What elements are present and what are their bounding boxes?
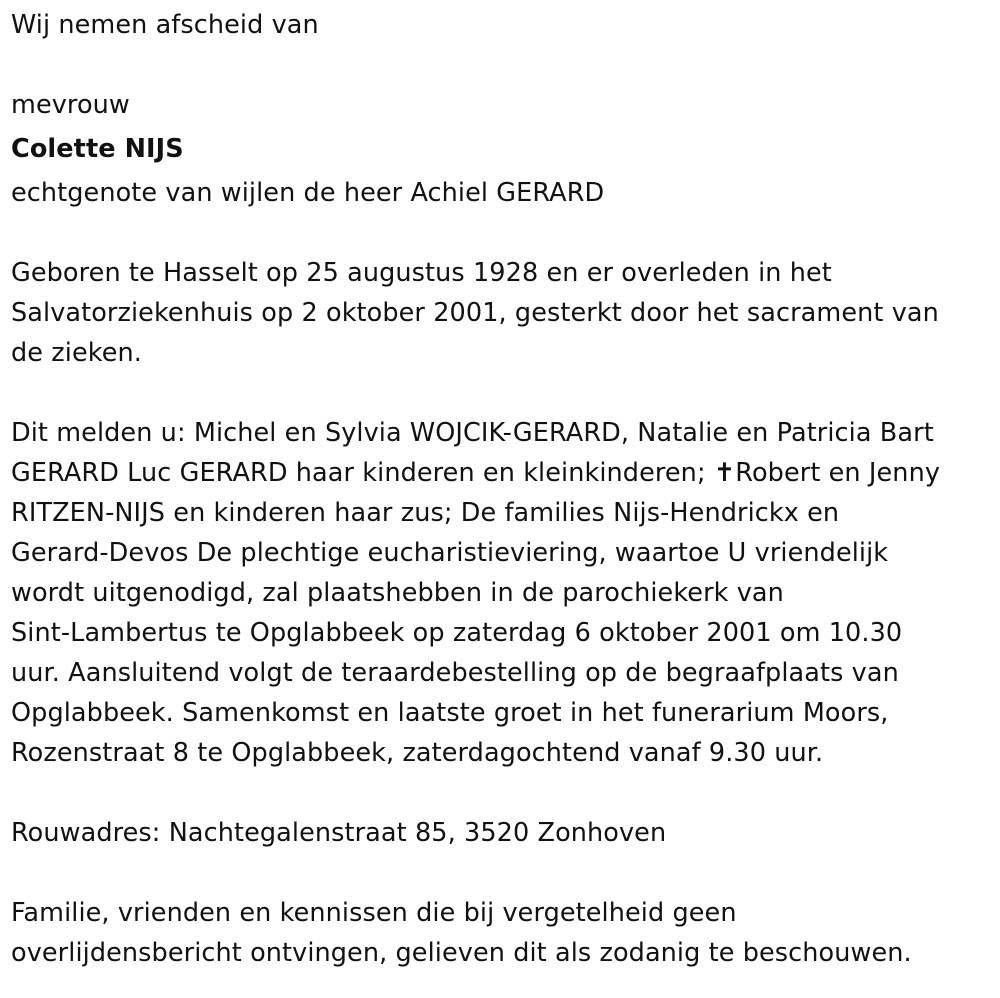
- birth-death-paragraph: [11, 253, 986, 373]
- spacer: [11, 853, 986, 893]
- paragraph-line: Dit melden u: Michel en Sylvia WOJCIK-GERARD, Natalie en Patricia Bart: [11, 418, 934, 448]
- paragraph-line: GERARD Luc GERARD haar kinderen en kleinkinderen; ✝Robert en Jenny: [11, 458, 941, 488]
- paragraph-line: de zieken.: [11, 338, 142, 368]
- spouse-line: echtgenote van wijlen de heer Achiel GERARD: [11, 178, 605, 208]
- deceased-name: Colette NIJS: [11, 134, 184, 164]
- paragraph-line: Salvatorziekenhuis op 2 oktober 2001, gesterkt door het sacrament van: [11, 298, 939, 328]
- title-prefix: mevrouw: [11, 90, 130, 120]
- paragraph-line: uur. Aansluitend volgt de teraardebestelling op de begraafplaats van: [11, 658, 899, 688]
- spacer: [11, 773, 986, 813]
- closing-paragraph: [11, 893, 986, 973]
- paragraph-line: Opglabbeek. Samenkomst en laatste groet in het funerarium Moors,: [11, 698, 889, 728]
- spacer: [11, 45, 986, 85]
- paragraph-line: RITZEN-NIJS en kinderen haar zus; De families Nijs-Hendrickx en: [11, 498, 840, 528]
- mourning-address: Rouwadres: Nachtegalenstraat 85, 3520 Zonhoven: [11, 818, 667, 848]
- paragraph-line: overlijdensbericht ontvingen, gelieven dit als zodanig te beschouwen.: [11, 938, 912, 968]
- paragraph-line: wordt uitgenodigd, zal plaatshebben in de parochiekerk van: [11, 578, 784, 608]
- paragraph-line: Geboren te Hasselt op 25 augustus 1928 en er overleden in het: [11, 258, 832, 288]
- spacer: [11, 373, 986, 413]
- paragraph-line: Gerard-Devos De plechtige eucharistieviering, waartoe U vriendelijk: [11, 538, 889, 568]
- spacer: [11, 213, 986, 253]
- paragraph-line: Familie, vrienden en kennissen die bij vergetelheid geen: [11, 898, 737, 928]
- paragraph-line: Rozenstraat 8 te Opglabbeek, zaterdagochtend vanaf 9.30 uur.: [11, 738, 824, 768]
- obituary-notice: [11, 5, 986, 973]
- paragraph-line: Sint-Lambertus te Opglabbeek op zaterdag 6 oktober 2001 om 10.30: [11, 618, 903, 648]
- intro-text: Wij nemen afscheid van: [11, 10, 319, 40]
- announcement-paragraph: [11, 413, 986, 773]
